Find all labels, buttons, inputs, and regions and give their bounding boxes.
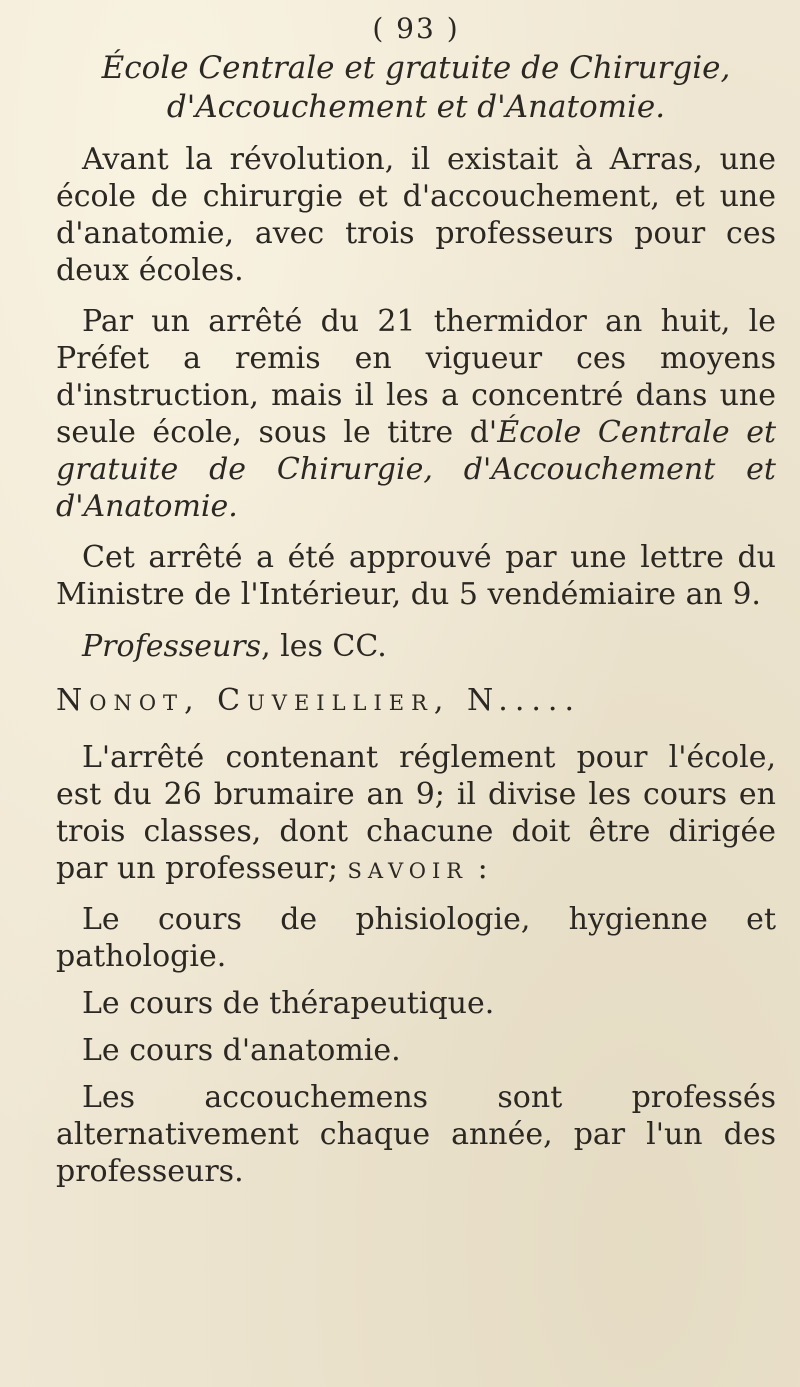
professors-heading-suffix: , les CC. — [261, 629, 387, 664]
course-item-therapeutics: Le cours de thérapeutique. — [82, 986, 495, 1021]
paragraph-history: Avant la révolution, il existait à Arras, une école de chirurgie et d'accouchement, et une d'anatomie, avec trois professeurs pour ces deux écoles. — [56, 142, 776, 288]
paragraph-approval: Cet arrêté a été approuvé par une lettre du Ministre de l'Intérieur, du 5 vendémiaire an 9. — [56, 540, 776, 612]
professors-names: Nonot, Cuveillier, N..... — [56, 683, 581, 718]
paragraph-arrete-text: Par un arrêté du 21 thermidor an huit, le Préfet a remis en vigueur ces moyens d'instruction, mais il les a concentré dans une seule école, sous le titre d' — [56, 304, 776, 450]
professors-heading-label: Professeurs — [82, 629, 262, 664]
paragraph-reglement — [56, 739, 776, 887]
course-item-physiology: Le cours de phisiologie, hygienne et pathologie. — [56, 902, 776, 974]
section-title-line2: d'Accouchement et d'Anatomie. — [166, 89, 666, 125]
paragraph-reglement-end: : — [477, 851, 488, 886]
course-item-anatomy: Le cours d'anatomie. — [82, 1033, 401, 1068]
savoir-word: savoir — [347, 851, 469, 886]
paragraph-reglement-text: L'arrêté contenant réglement pour l'école, est du 26 brumaire an 9; il divise les cours en trois classes, dont chacune doit être dirigée par un professeur; — [56, 740, 776, 886]
paragraph-accouchemens: Les accouchemens sont professés alternativement chaque année, par l'un des professeurs. — [56, 1080, 776, 1189]
page-content — [56, 12, 776, 1204]
section-title — [56, 49, 776, 127]
professors-heading — [82, 627, 776, 667]
page-number: ( 93 ) — [372, 12, 460, 45]
section-title-line1: École Centrale et gratuite de Chirurgie, — [101, 50, 731, 86]
paragraph-arrete — [56, 303, 776, 525]
school-name-italic: École Centrale et gratuite de Chirurgie, d'Accouchement et d'Anatomie. — [56, 415, 777, 524]
